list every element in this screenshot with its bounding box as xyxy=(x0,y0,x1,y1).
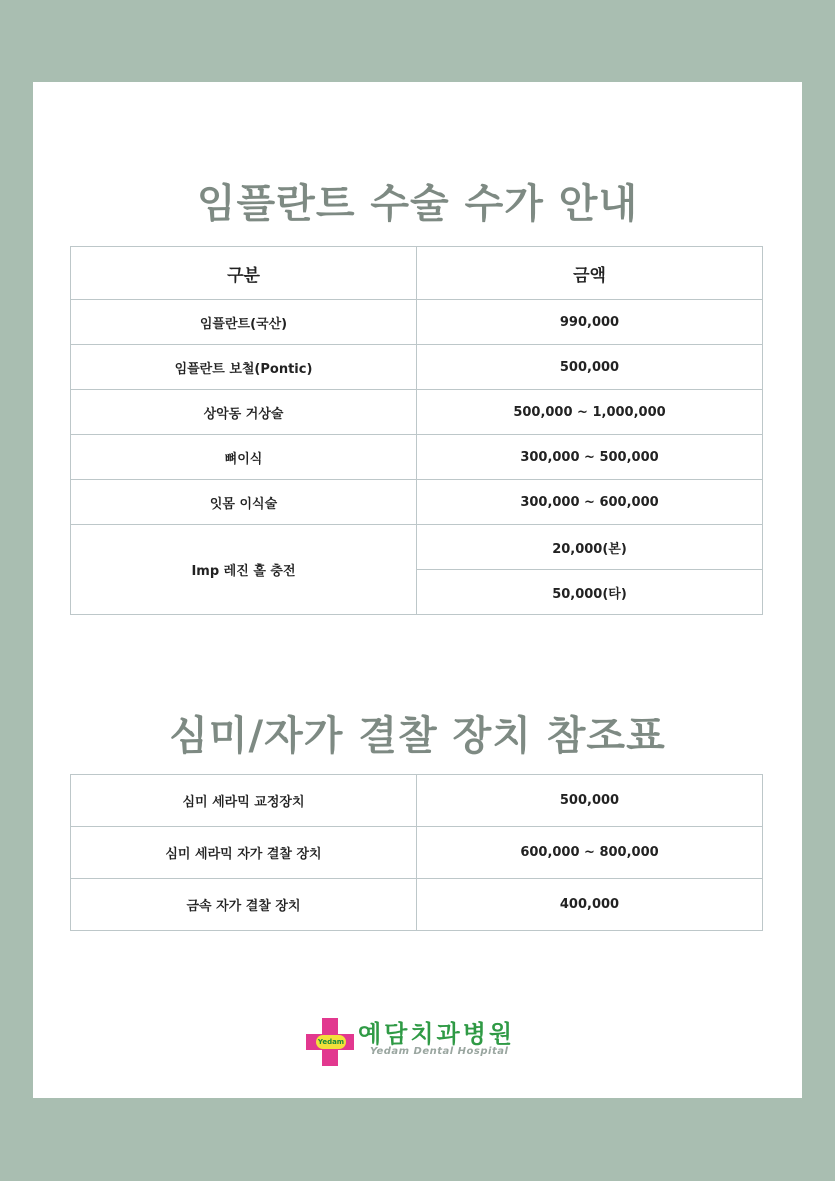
row-item: 상악동 거상술 xyxy=(71,390,417,435)
row-price: 990,000 xyxy=(417,300,763,345)
row-item: 금속 자가 결찰 장치 xyxy=(71,879,417,931)
hospital-name-korean: 예담치과병원 xyxy=(358,1020,516,1048)
table-header-row xyxy=(71,247,763,300)
table-row xyxy=(71,480,763,525)
row-item: 심미 세라믹 교정장치 xyxy=(71,775,417,827)
implant-price-table xyxy=(70,246,763,615)
implant-price-title: 임플란트 수술 수가 안내 xyxy=(196,181,639,227)
hospital-logo xyxy=(306,1014,536,1066)
row-price-secondary: 50,000(타) xyxy=(417,570,763,615)
table-row xyxy=(71,525,763,570)
row-item: Imp 레진 홀 충전 xyxy=(71,525,417,615)
row-price: 500,000 xyxy=(417,345,763,390)
row-item: 임플란트 보철(Pontic) xyxy=(71,345,417,390)
row-item: 임플란트(국산) xyxy=(71,300,417,345)
table-row xyxy=(71,435,763,480)
row-price: 20,000(본) xyxy=(417,525,763,570)
row-price: 500,000 xyxy=(417,775,763,827)
logo-badge: Yedam xyxy=(316,1035,346,1049)
row-item: 뼈이식 xyxy=(71,435,417,480)
header-category: 구분 xyxy=(71,247,417,300)
row-item: 잇몸 이식술 xyxy=(71,480,417,525)
row-price: 300,000 ~ 500,000 xyxy=(417,435,763,480)
table-row xyxy=(71,879,763,931)
hospital-name-english: Yedam Dental Hospital xyxy=(370,1046,509,1057)
medical-cross-icon xyxy=(306,1018,354,1066)
table-row xyxy=(71,345,763,390)
table-row xyxy=(71,390,763,435)
orthodontic-price-title: 심미/자가 결찰 장치 참조표 xyxy=(169,713,666,759)
table-row xyxy=(71,827,763,879)
table-row xyxy=(71,775,763,827)
orthodontic-price-table xyxy=(70,774,763,931)
table-row xyxy=(71,300,763,345)
row-price: 400,000 xyxy=(417,879,763,931)
row-price: 500,000 ~ 1,000,000 xyxy=(417,390,763,435)
price-sheet xyxy=(33,82,802,1098)
row-price: 600,000 ~ 800,000 xyxy=(417,827,763,879)
header-amount: 금액 xyxy=(417,247,763,300)
row-price: 300,000 ~ 600,000 xyxy=(417,480,763,525)
row-item: 심미 세라믹 자가 결찰 장치 xyxy=(71,827,417,879)
